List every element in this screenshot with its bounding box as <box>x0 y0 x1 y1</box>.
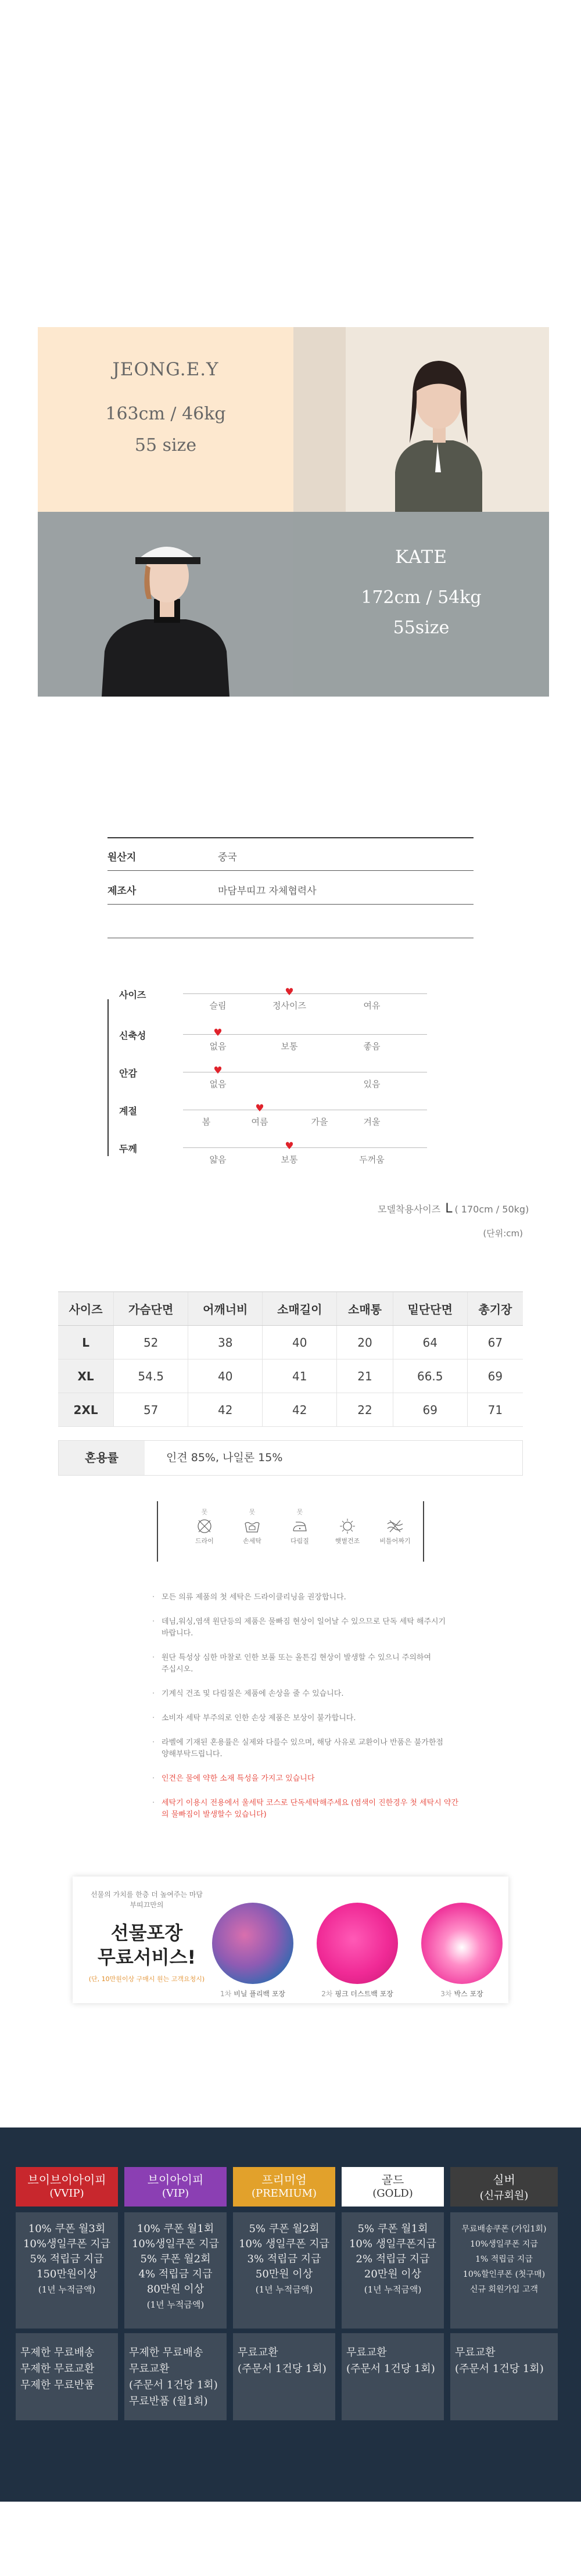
tier-name: 브이아이피 <box>147 2173 204 2187</box>
extra-line: 무료교환 <box>346 2347 387 2359</box>
extra-line: (주문서 1건당 1회) <box>455 2363 544 2375</box>
model2-photo <box>38 512 293 697</box>
benefit-line: 2% 적립금 지급 <box>356 2253 430 2265</box>
extra-line: 무료반품 (월1회) <box>129 2395 208 2408</box>
origin-row <box>107 837 474 871</box>
gift-step3-caption <box>440 1989 483 1999</box>
table-cell: 66.5 <box>393 1359 467 1393</box>
tier-extras <box>450 2333 558 2420</box>
tier-benefits <box>124 2212 227 2329</box>
benefit-line: (1년 누적금액) <box>255 2284 313 2295</box>
gift-step3-image <box>421 1903 503 1984</box>
tier-vvip <box>16 2167 118 2391</box>
model-worn-size <box>378 1201 529 1216</box>
table-row <box>58 1393 523 1427</box>
tier-extras <box>233 2333 335 2420</box>
model-size-label: 모델착용사이즈 <box>378 1204 441 1215</box>
chest-col-header: 가슴단면 <box>114 1292 188 1326</box>
table-cell: 69 <box>393 1393 467 1427</box>
manufacturer-row <box>107 871 474 905</box>
benefit-line: 5% 쿠폰 월2회 <box>140 2253 211 2265</box>
gift-title-line1: 선물포장 <box>110 1922 183 1944</box>
care-label: 다림질 <box>290 1537 309 1545</box>
benefit-line: 신규 회원가입 고객 <box>469 2285 539 2294</box>
benefit-line: 1% 적립금 지급 <box>475 2255 533 2264</box>
benefit-line: 10% 쿠폰 월3회 <box>28 2223 106 2235</box>
benefit-line: 5% 쿠폰 월2회 <box>249 2223 320 2235</box>
table-cell: 38 <box>188 1326 263 1359</box>
gift-step2-caption <box>321 1989 393 1999</box>
feature-line <box>183 993 427 994</box>
tier-sub: (VVIP) <box>49 2187 84 2200</box>
model1-height-weight: 163cm / 46kg <box>105 404 226 424</box>
feature-label-lining: 안감 <box>119 1068 137 1079</box>
shoulder-col-header: 어깨너비 <box>188 1292 263 1326</box>
feature-option: 정사이즈 <box>272 1000 306 1011</box>
size-col-header: 사이즈 <box>58 1292 114 1326</box>
benefit-line: 3% 적립금 지급 <box>247 2253 321 2265</box>
manufacturer-value: 마담부띠끄 자체협력사 <box>218 885 317 897</box>
material-value: 인견 85%, 나일론 15% <box>166 1451 283 1464</box>
model1-name: JEONG.E.Y <box>112 359 219 380</box>
table-cell: 40 <box>188 1359 263 1393</box>
gift-step-label: 박스 포장 <box>454 1990 483 1998</box>
feature-option: 봄 <box>202 1117 211 1127</box>
table-row <box>58 1326 523 1359</box>
extra-line: 무제한 무료배송 <box>129 2347 203 2359</box>
model-size-value: L <box>445 1201 453 1216</box>
membership-benefits <box>0 2127 581 2502</box>
tier-benefits <box>16 2212 118 2329</box>
material-composition <box>58 1440 523 1476</box>
sun-dry-icon <box>339 1519 356 1534</box>
no-wring-icon <box>386 1519 404 1534</box>
tier-header <box>124 2167 227 2207</box>
table-cell: 40 <box>263 1326 337 1359</box>
feature-option: 여유 <box>363 1000 381 1011</box>
iron-icon <box>291 1519 309 1534</box>
tier-benefits <box>233 2212 335 2329</box>
model2-size: 55size <box>393 618 450 638</box>
origin-label: 원산지 <box>107 852 137 863</box>
tier-vip <box>124 2167 227 2408</box>
benefit-line: 5% 적립금 지급 <box>30 2253 104 2265</box>
feature-option: 있음 <box>363 1079 381 1089</box>
feature-label-stretch: 신축성 <box>119 1030 146 1041</box>
tier-extras <box>16 2333 118 2420</box>
feature-label-size: 사이즈 <box>119 989 146 1000</box>
origin-empty-row <box>107 905 474 938</box>
model2-info-panel <box>293 512 549 697</box>
gift-step-number: 3차 <box>440 1990 452 1998</box>
benefit-line: 5% 쿠폰 월1회 <box>357 2223 428 2235</box>
feature-option: 겨울 <box>363 1117 381 1127</box>
dry-clean-icon <box>196 1519 213 1534</box>
gift-step-label: 핑크 더스트백 포장 <box>335 1990 393 1998</box>
care-label: 손세탁 <box>243 1537 261 1545</box>
note-item: · 원단 특성상 심한 마찰로 인한 보풀 또는 올튼김 현상이 발생할 수 있으니 주의하여 주십시오. <box>150 1652 440 1676</box>
tier-header <box>450 2167 558 2207</box>
benefit-line: 80만원 이상 <box>146 2283 205 2295</box>
note-item: · 라벨에 기재된 혼용률은 실제와 다를수 있으며, 해당 사유로 교환이나 반품은 불가한점 양해부탁드립니다. <box>150 1737 452 1760</box>
gift-step2-image <box>317 1903 398 1984</box>
gift-step1-image <box>212 1903 293 1984</box>
benefit-line: 10%생일쿠폰 지급 <box>131 2238 220 2250</box>
gift-intro-text: 선물의 가치를 한층 더 높여주는 마담부띠끄만의 <box>91 1890 203 1909</box>
tier-sub: (GOLD) <box>372 2187 413 2200</box>
care-item-wring <box>376 1507 414 1545</box>
table-cell: 67 <box>467 1326 523 1359</box>
table-cell: XL <box>58 1359 114 1393</box>
extra-line: 무료교환 <box>129 2363 170 2375</box>
size-table <box>58 1291 523 1427</box>
table-cell: 22 <box>337 1393 393 1427</box>
care-top-label <box>376 1507 414 1516</box>
extra-line: 무제한 무료배송 <box>20 2347 95 2359</box>
note-item-warning: · 인견은 물에 약한 소재 특성을 가지고 있습니다 <box>150 1773 475 1785</box>
table-cell: 54.5 <box>114 1359 188 1393</box>
model1-info-panel <box>38 327 293 512</box>
origin-value: 중국 <box>218 852 237 863</box>
gift-wrap-banner <box>73 1877 508 2003</box>
selected-heart-icon: ♥ <box>285 986 294 998</box>
feature-option: 없음 <box>209 1079 227 1089</box>
table-cell: 20 <box>337 1326 393 1359</box>
model1-photo <box>293 327 549 512</box>
care-label: 비틀어짜기 <box>379 1537 411 1545</box>
tier-header <box>342 2167 444 2207</box>
care-item-iron <box>281 1507 318 1545</box>
unit-label: (단위:cm) <box>483 1228 523 1239</box>
tier-header <box>16 2167 118 2207</box>
table-cell: 52 <box>114 1326 188 1359</box>
model2-height-weight: 172cm / 54kg <box>361 587 482 608</box>
gift-condition-note: (단, 10만원이상 구매시 원는 고객요청시) <box>88 1975 205 1983</box>
benefit-line: 10%생일쿠폰 지급 <box>470 2240 538 2249</box>
tier-name: 실버 <box>493 2173 515 2187</box>
benefit-line: 무료배송쿠폰 (가입1회) <box>461 2225 547 2234</box>
extra-line: 무제한 무료반품 <box>20 2379 95 2391</box>
hand-wash-icon <box>243 1519 261 1534</box>
selected-heart-icon: ♥ <box>213 1027 223 1039</box>
benefit-line: 20만원 이상 <box>364 2268 422 2280</box>
feature-option: 여름 <box>251 1117 268 1127</box>
benefit-line: 10%할인쿠폰 (첫구매) <box>462 2270 546 2279</box>
manufacturer-label: 제조사 <box>107 885 137 897</box>
table-row <box>58 1359 523 1393</box>
sleeve-length-col-header: 소매길이 <box>263 1292 337 1326</box>
benefit-line: 10% 생일쿠폰지급 <box>349 2238 437 2250</box>
table-cell: 42 <box>263 1393 337 1427</box>
benefit-line: 10% 생일쿠폰 지급 <box>239 2238 329 2250</box>
feature-option: 없음 <box>209 1041 227 1052</box>
table-cell: L <box>58 1326 114 1359</box>
tier-benefits <box>342 2212 444 2329</box>
gift-step1-caption <box>220 1989 285 1999</box>
care-bracket-left <box>157 1501 158 1562</box>
selected-heart-icon: ♥ <box>285 1140 294 1152</box>
size-table-header <box>58 1292 523 1326</box>
gift-step-number: 1차 <box>220 1990 232 1998</box>
model-info-section <box>38 327 549 697</box>
sleeve-width-col-header: 소매통 <box>337 1292 393 1326</box>
benefit-line: 10%생일쿠폰 지급 <box>23 2238 111 2250</box>
benefit-line: 150만원이상 <box>37 2268 97 2280</box>
care-label: 드라이 <box>195 1537 214 1545</box>
table-cell: 64 <box>393 1326 467 1359</box>
feature-option: 좋음 <box>363 1041 381 1052</box>
tier-extras <box>342 2333 444 2420</box>
care-label: 햇볕건조 <box>335 1537 360 1545</box>
tier-premium <box>233 2167 335 2375</box>
tier-silver <box>450 2167 558 2375</box>
care-top-label: 못 <box>201 1508 208 1516</box>
table-cell: 71 <box>467 1393 523 1427</box>
note-item: · 모든 의류 제품의 첫 세탁은 드라이클리닝을 권장합니다. <box>150 1592 475 1603</box>
care-item-dry <box>186 1507 223 1545</box>
benefit-line: 4% 적립금 지급 <box>138 2268 213 2280</box>
benefit-line: 10% 쿠폰 월1회 <box>137 2223 214 2235</box>
tier-gold <box>342 2167 444 2375</box>
feature-option: 두꺼움 <box>359 1154 385 1165</box>
feature-line <box>183 1147 427 1148</box>
feature-option: 보통 <box>281 1041 298 1052</box>
feature-label-thickness: 두께 <box>119 1143 137 1154</box>
tier-benefits <box>450 2212 558 2329</box>
note-item: · 데님,워싱,염색 원단등의 제품은 물빠짐 현상이 일어날 수 있으므로 단독 세탁 해주시기 바랍니다. <box>150 1616 452 1639</box>
table-cell: 42 <box>188 1393 263 1427</box>
benefit-line: 50만원 이상 <box>255 2268 313 2280</box>
tier-name: 브이브이아이피 <box>27 2173 106 2187</box>
extra-line: 무료교환 <box>238 2347 278 2359</box>
table-cell: 21 <box>337 1359 393 1393</box>
selected-heart-icon: ♥ <box>213 1065 223 1077</box>
selected-heart-icon: ♥ <box>255 1103 264 1114</box>
benefit-line: (1년 누적금액) <box>364 2284 422 2295</box>
care-item-sundry <box>329 1507 366 1545</box>
table-cell: 41 <box>263 1359 337 1393</box>
note-item-warning: · 세탁기 이용시 전용에서 울세탁 코스로 단독세탁해주세요 (염색이 진한경우 첫 세탁시 약간의 물빠짐이 발생할수 있습니다) <box>150 1798 464 1821</box>
note-item: · 기계식 건조 및 다림질은 제품에 손상을 줄 수 있습니다. <box>150 1688 475 1700</box>
feature-option: 가을 <box>311 1117 328 1127</box>
gift-step-label: 비닐 플리백 포장 <box>234 1990 286 1998</box>
feature-label-season: 계절 <box>119 1106 137 1117</box>
gift-step-number: 2차 <box>321 1990 333 1998</box>
extra-line: (주문서 1건당 1회) <box>129 2379 218 2391</box>
material-label: 혼용률 <box>59 1441 145 1475</box>
tier-sub: (PREMIUM) <box>252 2187 317 2200</box>
feature-option: 보통 <box>281 1154 298 1165</box>
tier-sub: (VIP) <box>162 2187 189 2200</box>
tier-name: 프리미엄 <box>261 2173 307 2187</box>
care-instructions <box>157 1501 424 1562</box>
total-length-col-header: 총기장 <box>467 1292 523 1326</box>
benefit-line: (1년 누적금액) <box>38 2284 96 2295</box>
feature-option: 얇음 <box>209 1154 227 1165</box>
benefit-line: (1년 누적금액) <box>146 2299 205 2310</box>
model2-name: KATE <box>395 547 447 568</box>
tier-header <box>233 2167 335 2207</box>
table-cell: 2XL <box>58 1393 114 1427</box>
product-feature-scale <box>107 988 433 1168</box>
care-top-label: 못 <box>249 1508 256 1516</box>
extra-line: 무제한 무료교환 <box>20 2363 95 2375</box>
extra-line: (주문서 1건당 1회) <box>346 2363 435 2375</box>
feature-option: 슬림 <box>209 1000 227 1011</box>
extra-line: 무료교환 <box>455 2347 496 2359</box>
gift-title-line2: 무료서비스! <box>97 1946 196 1968</box>
extra-line: (주문서 1건당 1회) <box>238 2363 327 2375</box>
model1-size: 55 size <box>134 435 197 455</box>
tier-name: 골드 <box>381 2173 404 2187</box>
feature-vertical-rule <box>107 999 109 1156</box>
care-top-label: 못 <box>296 1508 303 1516</box>
care-item-handwash <box>234 1507 271 1545</box>
table-cell: 57 <box>114 1393 188 1427</box>
tier-extras <box>124 2333 227 2420</box>
care-bracket-right <box>423 1501 424 1562</box>
care-top-label <box>329 1507 366 1516</box>
hem-col-header: 밑단단면 <box>393 1292 467 1326</box>
table-cell: 69 <box>467 1359 523 1393</box>
model-size-detail: ( 170cm / 50kg) <box>454 1204 529 1215</box>
tier-sub: (신규회원) <box>479 2190 529 2202</box>
note-item: · 소비자 세탁 부주의로 인한 손상 제품은 보상이 불가합니다. <box>150 1713 475 1724</box>
